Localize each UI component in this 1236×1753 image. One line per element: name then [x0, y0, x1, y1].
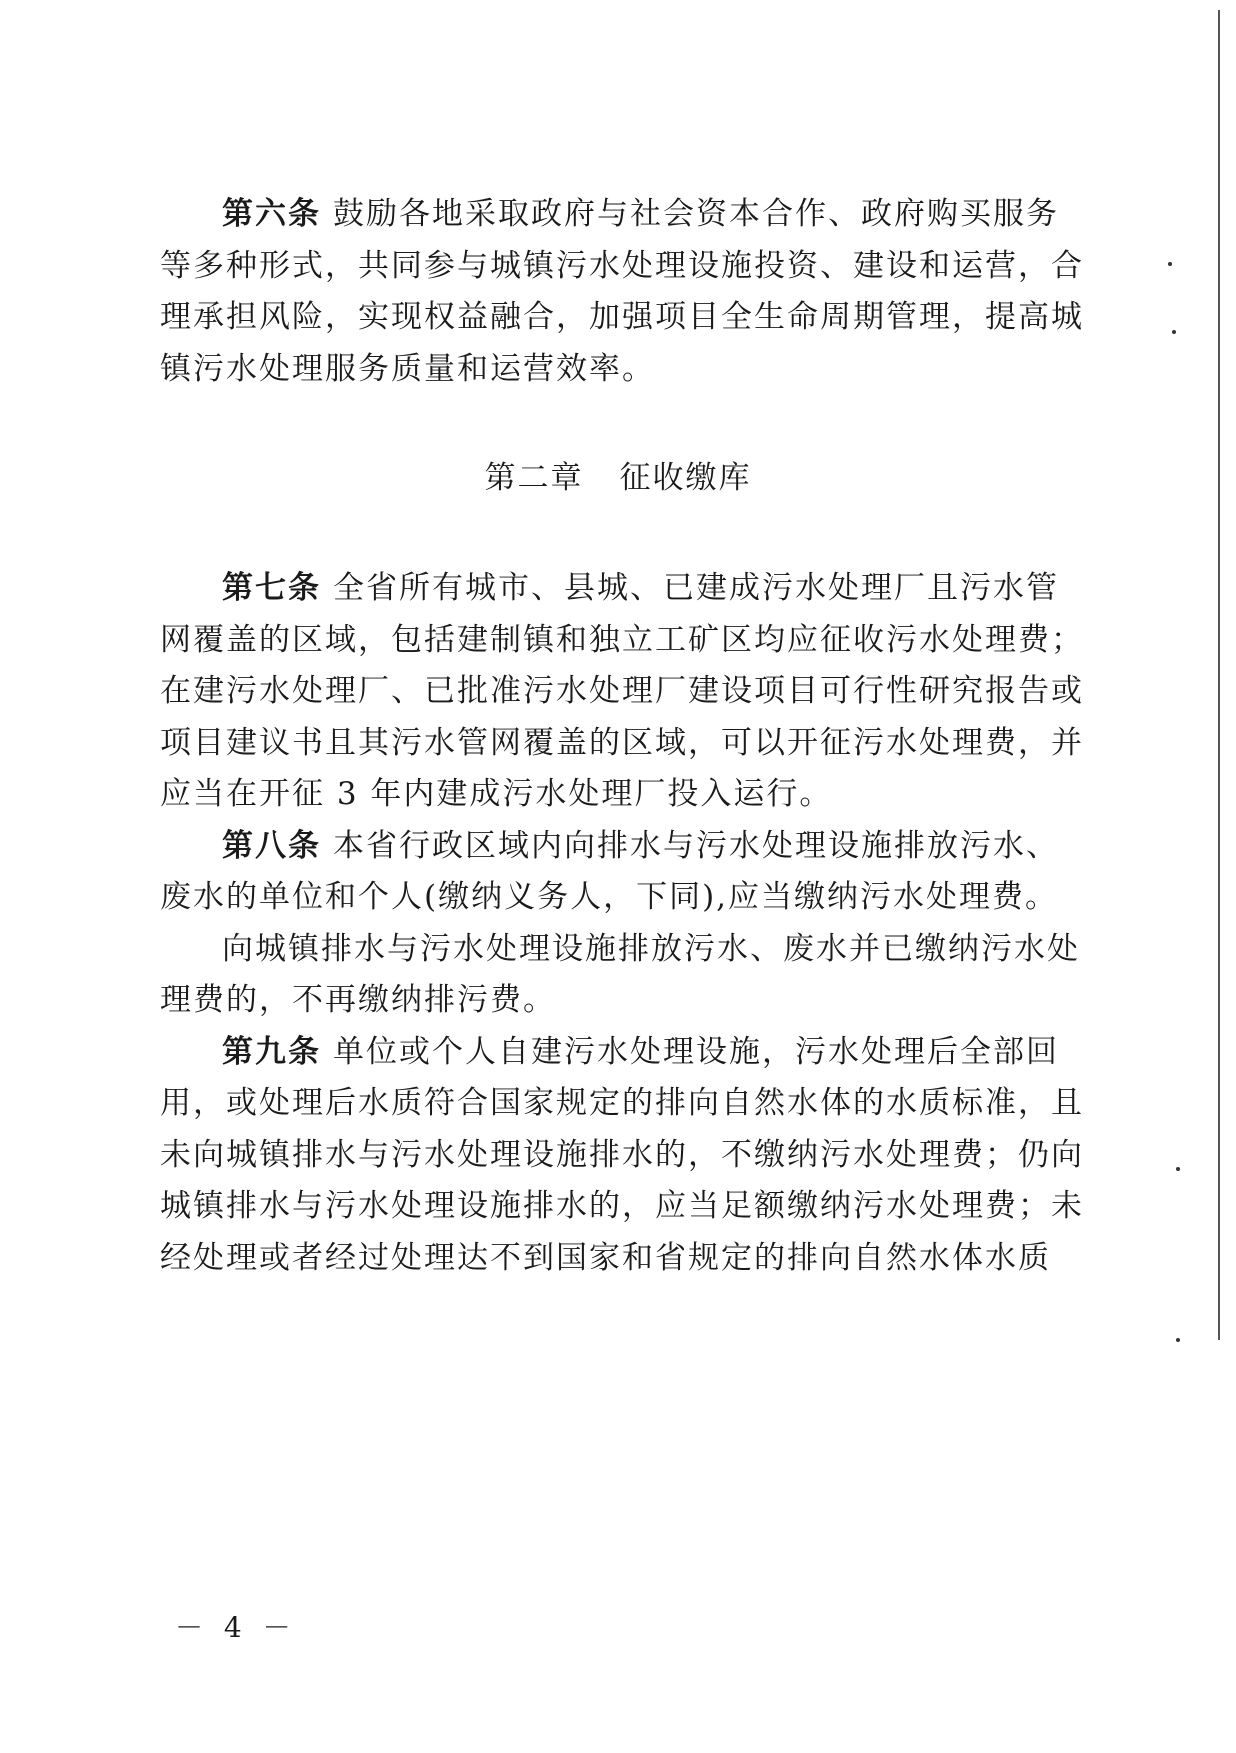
article-9-line-1 — [222, 1032, 1059, 1072]
article-8-para2-line-1: 向城镇排水与污水处理设施排放污水、废水并已缴纳污水处 — [222, 931, 1080, 967]
article-9-line-4: 城镇排水与污水处理设施排水的，应当足额缴纳污水处理费；未 — [160, 1188, 1084, 1224]
article-8-line-2: 废水的单位和个人(缴纳义务人，下同),应当缴纳污水处理费。 — [160, 879, 1059, 915]
article-7-label: 第七条 — [222, 570, 321, 606]
chapter-title: 征收缴库 — [619, 460, 752, 496]
article-7-line-4: 项目建议书且其污水管网覆盖的区域，可以开征污水处理费，并 — [160, 725, 1084, 761]
article-8-text-1: 本省行政区域内向排水与污水处理设施排放污水、 — [333, 828, 1059, 864]
chapter-number: 第二章 — [484, 460, 584, 496]
article-7-line-1 — [222, 568, 1059, 608]
article-7-line-3: 在建污水处理厂、已批准污水处理厂建设项目可行性研究报告或 — [160, 673, 1084, 709]
article-9-line-2: 用，或处理后水质符合国家规定的排向自然水体的水质标准，且 — [160, 1085, 1084, 1121]
article-6-line-4: 镇污水处理服务质量和运营效率。 — [160, 351, 655, 387]
article-8-para2-line-2: 理费的，不再缴纳排污费。 — [160, 982, 556, 1018]
article-7-line-2: 网覆盖的区域，包括建制镇和独立工矿区均应征收污水处理费； — [160, 622, 1084, 658]
article-6-line-3: 理承担风险，实现权益融合，加强项目全生命周期管理，提高城 — [160, 299, 1084, 335]
article-9-line-3: 未向城镇排水与污水处理设施排水的，不缴纳污水处理费；仍向 — [160, 1137, 1084, 1173]
article-6-text-1: 鼓励各地采取政府与社会资本合作、政府购买服务 — [333, 196, 1059, 232]
article-6-line-1 — [222, 194, 1059, 234]
page-number: － 4 － — [175, 1611, 297, 1644]
scan-speck — [1176, 1338, 1180, 1342]
article-6-line-2: 等多种形式，共同参与城镇污水处理设施投资、建设和运营，合 — [160, 248, 1084, 284]
chapter-heading — [0, 458, 1236, 498]
article-9-text-1: 单位或个人自建污水处理设施，污水处理后全部回 — [333, 1034, 1059, 1070]
article-6-label: 第六条 — [222, 196, 321, 232]
article-9-line-5: 经处理或者经过处理达不到国家和省规定的排向自然水体水质 — [160, 1240, 1051, 1276]
scan-speck — [1172, 330, 1176, 334]
scan-speck — [1168, 262, 1172, 266]
scan-speck — [1176, 1167, 1180, 1171]
article-7-text-1: 全省所有城市、县城、已建成污水处理厂且污水管 — [333, 570, 1059, 606]
article-9-label: 第九条 — [222, 1034, 321, 1070]
article-7-line-5: 应当在开征 3 年内建成污水处理厂投入运行。 — [160, 776, 833, 812]
scan-edge-line — [1218, 10, 1220, 1340]
article-8-label: 第八条 — [222, 828, 321, 864]
article-8-line-1 — [222, 826, 1059, 866]
